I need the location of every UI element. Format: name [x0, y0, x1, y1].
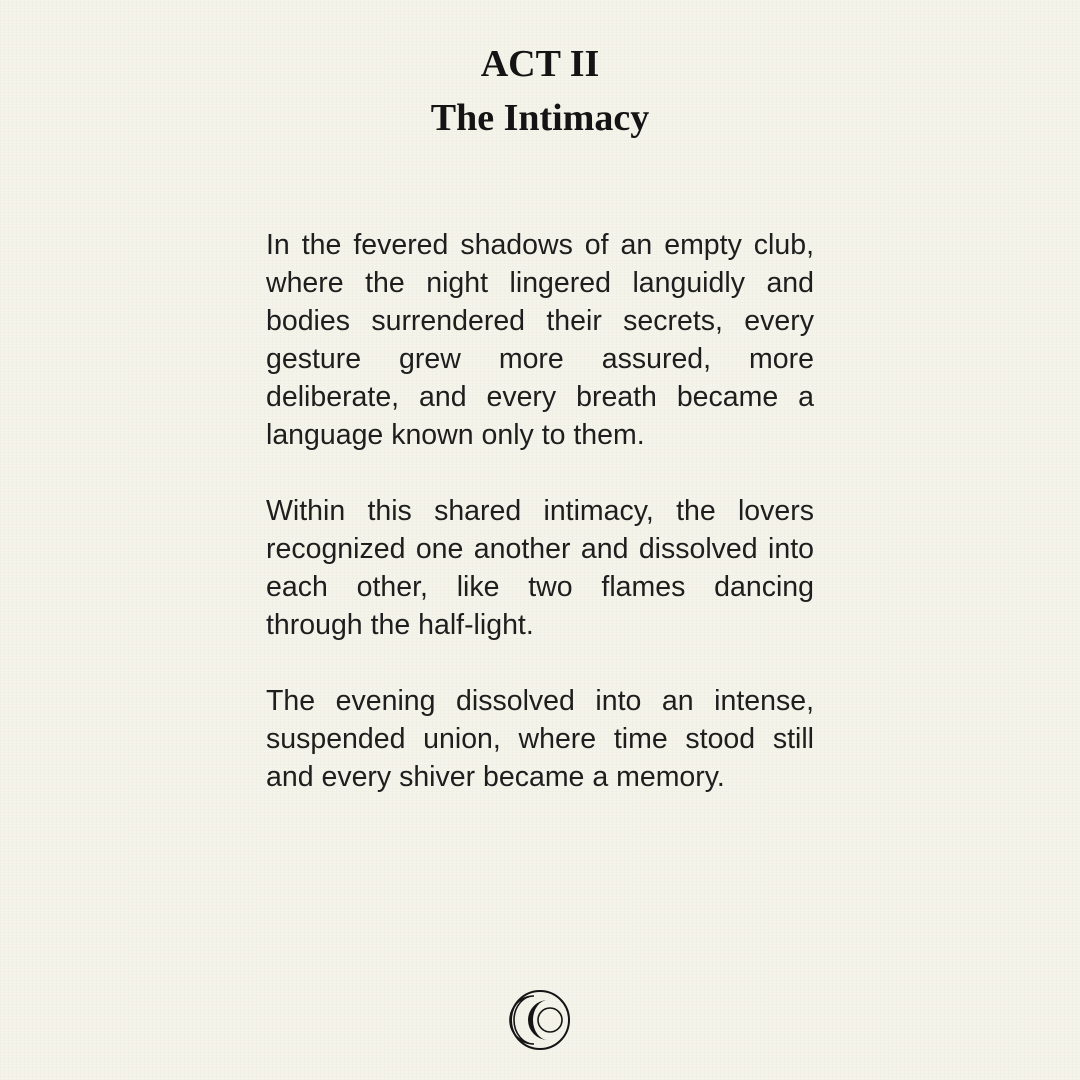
paragraph-2: Within this shared intimacy, the lovers recognized one another and dissolved into each other, like two flames dancing through the half-light. [266, 495, 814, 641]
paragraph-1: In the fevered shadows of an empty club, where the night lingered languidly and bodies surrendered their secrets, every gesture grew more assured, more deliberate, and every breath became a language known only to them. [266, 229, 814, 451]
moon-circle-emblem-icon [508, 988, 572, 1052]
story-text [266, 226, 814, 834]
paragraph-3: The evening dissolved into an intense, suspended union, where time stood still and every shiver became a memory. [266, 685, 814, 793]
header [0, 38, 1080, 146]
act-title: The Intimacy [430, 97, 650, 139]
act-label: ACT II [480, 43, 600, 85]
